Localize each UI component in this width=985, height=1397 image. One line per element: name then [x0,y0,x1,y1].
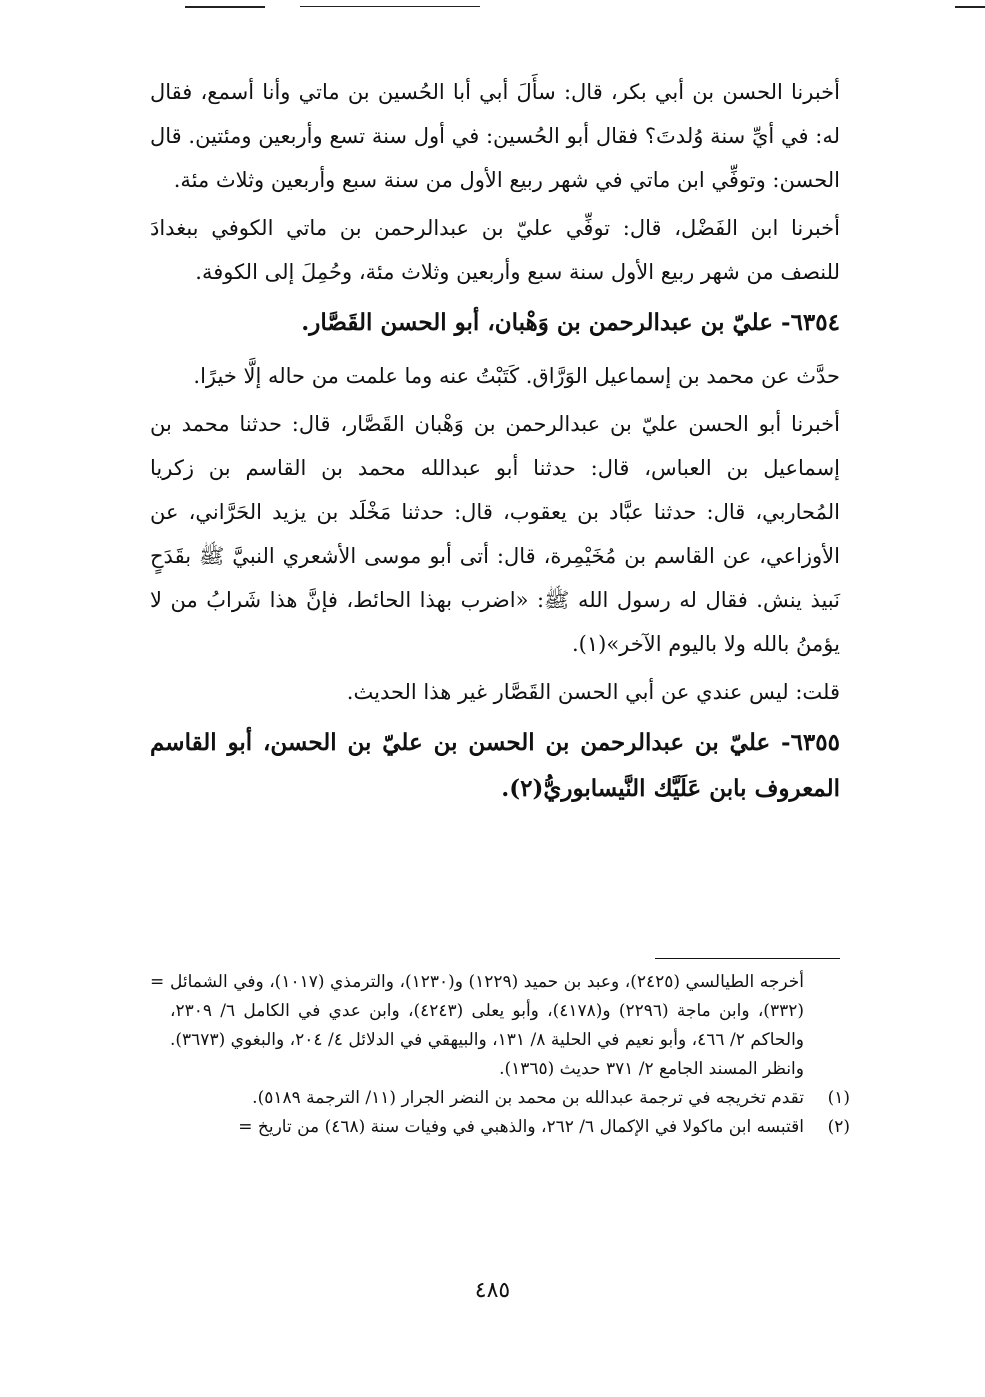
top-rule-center [300,6,480,7]
footnote-1 [150,1084,850,1113]
paragraph: حدَّث عن محمد بن إسماعيل الوَرَّاق. كَتَبْتُ عنه وما علمت من حاله إلَّا خيرًا. [193,364,840,388]
footnote-continuation-text: أخرجه الطيالسي (٢٤٢٥)، وعبد بن حميد (١٢٢٩) و(١٢٣٠)، والترمذي (١٠١٧)، وفي الشمائل (٣٣٢)، وابن ماجة (٢٢٩٦) و(٤١٧٨)، وأبو يعلى (٤٢٤٣)، وابن عدي في الكامل ٦/ ٢٣٠٩، والحاكم ٢/ ٤٦٦، وأبو نعيم في الحلية ٨/ ١٣١، والبيهقي في الدلائل ٤/ ٢٠٤، والبغوي (٣٦٧٣). وانظر المسند الجامع ٢/ ٣٧١ حديث (١٣٦٥). [170,972,804,1079]
footnote-number: (٢) [827,1117,850,1137]
top-rule-left [185,6,265,8]
main-text [150,70,840,820]
paragraph: أخبرنا ابن الفَضْل، قال: توفِّي عليّ بن عبدالرحمن بن ماتي الكوفي ببغدادَ للنصف من شهر ربيع الأول سنة سبع وأربعين وثلاث مئة، وحُمِلَ إلى الكوفة. [150,216,840,284]
paragraph: قلت: ليس عندي عن أبي الحسن القَصَّار غير هذا الحديث. [346,680,840,704]
top-rule-right [955,6,985,8]
footnote-number: (١) [827,1088,850,1108]
entry-heading-6354: ٦٣٥٤- عليّ بن عبدالرحمن بن وَهْبان، أبو الحسن القَصَّار. [301,309,840,336]
paragraph: أخبرنا الحسن بن أبي بكر، قال: سأَلَ أبي أبا الحُسين بن ماتي وأنا أسمع، فقال له: في أيِّ سنة وُلدتَ؟ فقال أبو الحُسين: في أول سنة تسع وأربعين ومئتين. قال الحسن: وتوفِّي ابن ماتي في شهر ربيع الأول من سنة سبع وأربعين وثلاث مئة. [150,80,840,192]
continuation-marker-end: = [150,972,165,992]
paragraph: أخبرنا أبو الحسن عليّ بن عبدالرحمن بن وَهْبان القَصَّار، قال: حدثنا محمد بن إسماعيل بن العباس، قال: حدثنا أبو عبدالله محمد بن القاسم بن زكريا المُحاربي، قال: حدثنا عبَّاد بن يعقوب، قال: حدثنا مَخْلَد بن يزيد الحَرَّاني، عن الأوزاعي، عن القاسم بن مُخَيْمِرة، قال: أتى أبو موسى الأشعري النبيَّ ﷺ بقَدَحٍ نَبيذ ينش. فقال له رسول الله ﷺ: «اضرب بهذا الحائط، فإنَّ هذا شَرابُ من لا يؤمنُ بالله ولا باليوم الآخر»(١). [150,412,840,656]
footnote-text: تقدم تخريجه في ترجمة عبدالله بن محمد بن النضر الجرار (١١/ الترجمة ٥١٨٩). [252,1088,804,1108]
footnote-separator [655,958,840,959]
footnote-2 [150,1113,850,1142]
page-number: ٤٨٥ [474,1278,511,1303]
entry-heading-6355: ٦٣٥٥- عليّ بن عبدالرحمن بن الحسن بن عليّ بن الحسن، أبو القاسم المعروف بابن عَلَيَّك النَّيسابوريُّ(٢). [150,729,840,802]
footnotes [150,968,850,1142]
footnote-text: اقتبسه ابن ماكولا في الإكمال ٦/ ٢٦٢، والذهبي في وفيات سنة (٤٦٨) من تاريخ = [238,1117,804,1137]
footnote-continuation [150,968,850,1084]
